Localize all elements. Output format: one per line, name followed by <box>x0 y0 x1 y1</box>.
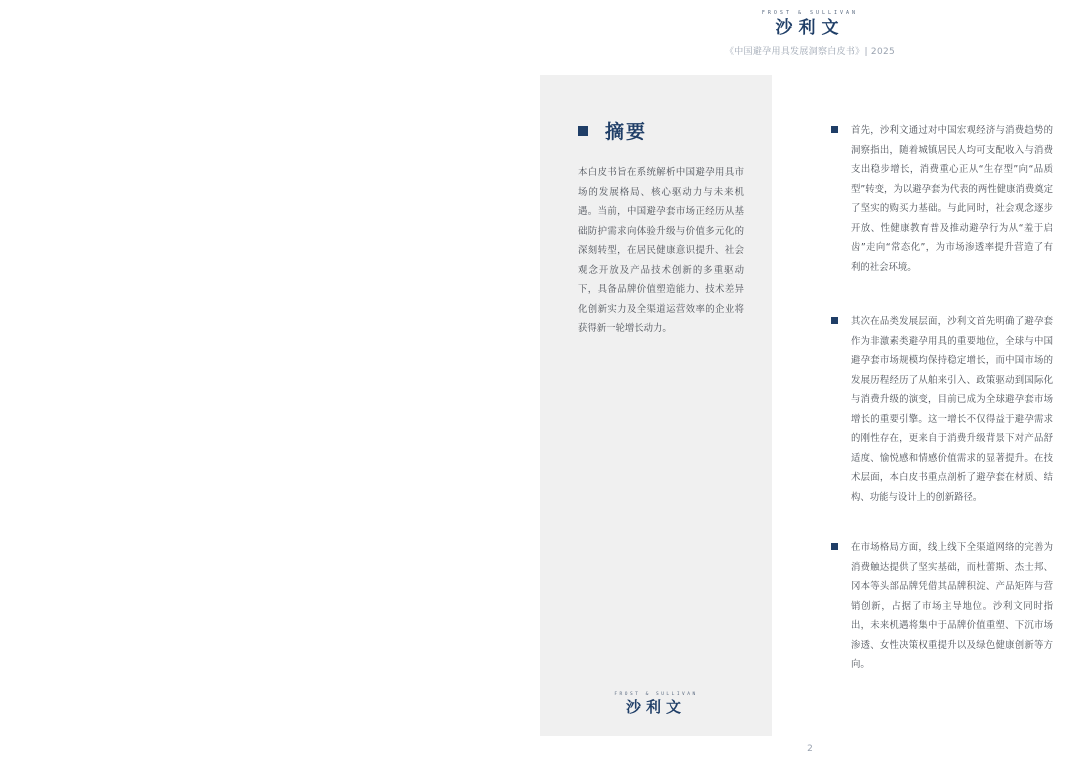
logo-tagline: FROST & SULLIVAN <box>614 692 698 697</box>
footer-logo: 沙利文 <box>625 698 686 716</box>
summary-title: 摘要 <box>605 121 648 143</box>
header-logo: 沙利文 <box>775 18 845 38</box>
list-item <box>831 121 1053 277</box>
bullet-text: 首先，沙利文通过对中国宏观经济与消费趋势的洞察指出，随着城镇居民人均可支配收入与消费支出稳步增长，消费重心正从“生存型”向“品质型”转变，为以避孕套为代表的两性健康消费奠定了坚实的购买力基础。与此同时，社会观念逐步开放、性健康教育普及推动避孕行为从“羞于启齿”走向“常态化”，为市场渗透率提升营造了有利的社会环境。 <box>851 125 1053 273</box>
logo-tagline: FROST & SULLIVAN <box>761 10 859 16</box>
page-number: 2 <box>807 744 813 754</box>
square-bullet-icon <box>831 126 838 133</box>
bullet-text: 其次在品类发展层面，沙利文首先明确了避孕套作为非激素类避孕用具的重要地位，全球与中国避孕套市场规模均保持稳定增长，而中国市场的发展历程经历了从舶来引入、政策驱动到国际化与消费升级的演变，目前已成为全球避孕套市场增长的重要引擎。这一增长不仅得益于避孕需求的刚性存在，更来自于消费升级背景下对产品舒适度、愉悦感和情感价值需求的显著提升。在技术层面，本白皮书重点剖析了避孕套在材质、结构、功能与设计上的创新路径。 <box>851 316 1053 503</box>
list-item <box>831 312 1053 507</box>
page-header <box>700 10 920 57</box>
bullet-text: 在市场格局方面，线上线下全渠道网络的完善为消费触达提供了坚实基础，而杜蕾斯、杰士邦、冈本等头部品牌凭借其品牌积淀、产品矩阵与营销创新，占据了市场主导地位。沙利文同时指出，未来机遇将集中于品牌价值重塑、下沉市场渗透、女性决策权重提升以及绿色健康创新等方向。 <box>851 542 1053 670</box>
panel-footer-logo <box>540 691 772 716</box>
document-title: 《中国避孕用具发展洞察白皮书》| 2025 <box>724 47 896 57</box>
square-bullet-icon <box>578 126 588 136</box>
list-item <box>831 538 1053 675</box>
summary-paragraph: 本白皮书旨在系统解析中国避孕用具市场的发展格局、核心驱动力与未来机遇。当前，中国避孕套市场正经历从基础防护需求向体验升级与价值多元化的深刻转型，在居民健康意识提升、社会观念开放及产品技术创新的多重驱动下，具备品牌价值塑造能力、技术差异化创新实力及全渠道运营效率的企业将获得新一轮增长动力。 <box>578 167 744 334</box>
square-bullet-icon <box>831 317 838 324</box>
square-bullet-icon <box>831 543 838 550</box>
summary-heading <box>578 117 647 144</box>
summary-panel <box>540 75 772 736</box>
